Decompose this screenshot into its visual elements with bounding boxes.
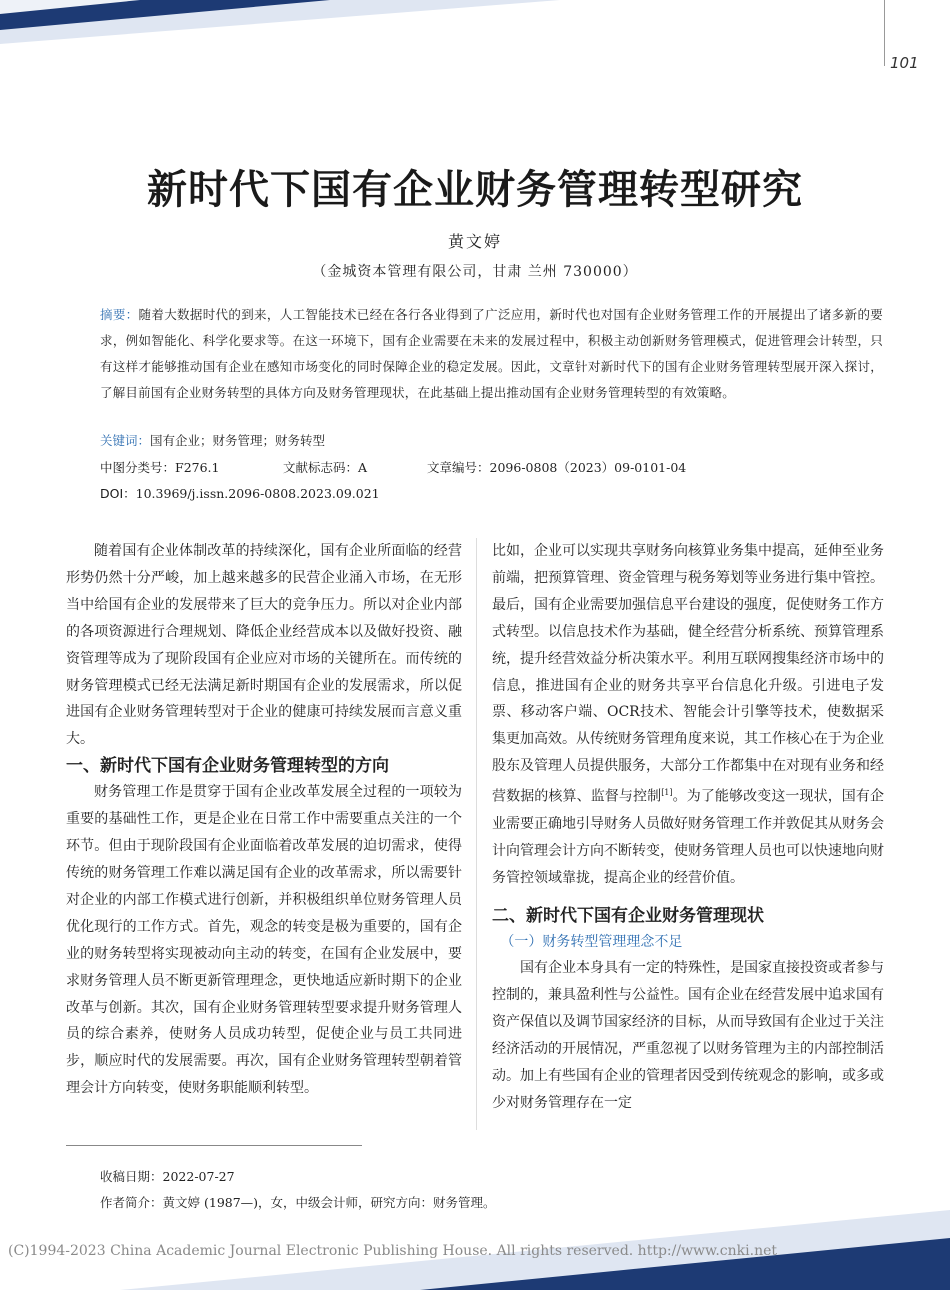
author-name: 黄文婷 — [447, 232, 502, 251]
bio-value: 黄文婷 (1987—)，女，中级会计师，研究方向：财务管理。 — [162, 1195, 496, 1210]
page-number-rule — [884, 0, 885, 66]
section1-paragraph: 财务管理工作是贯穿于国有企业改革发展全过程的一项较为重要的基础性工作，更是企业在日常工作中需要重点关注的一个环节。但由于现阶段国有企业面临着改革发展的迫切需求，使得传统的财务管理工作难以满足国有企业的改革需求，所以需要针对企业的内部工作模式进行创新，并积极组织单位财务管理人员优化现行的工作方式。首先，观念的转变是极为重要的，国有企业的财务转型将实现被动向主动的转变，在国有企业发展中，要求财务管理人员不断更新管理理念，更快地适应新时期下的企业改革与创新。其次，国有企业财务管理转型要求提升财务管理人员的综合素养，使财务人员成功转型，促使企业与员工共同进步，顺应时代的发展需要。再次，国有企业财务管理转型朝着管理会计方向转变，使财务职能顺利转型。 — [66, 784, 462, 1097]
section2-heading: 二、新时代下国有企业财务管理现状 — [492, 906, 764, 927]
received-value: 2022-07-27 — [162, 1169, 235, 1184]
section1-heading: 一、新时代下国有企业财务管理转型的方向 — [66, 756, 389, 777]
body-left-column — [66, 538, 462, 1102]
intro-paragraph: 随着国有企业体制改革的持续深化，国有企业所面临的经营形势仍然十分严峻，加上越来越多的民营企业涌入市场，在无形当中给国有企业的发展带来了巨大的竞争压力。所以对企业内部的各项资源进行合理规划、降低企业经营成本以及做好投资、融资管理等成为了现阶段国有企业应对市场的关键所在。而传统的财务管理模式已经无法满足新时期国有企业的发展需求，所以促进国有企业财务管理转型对于企业的健康可持续发展而言意义重大。 — [66, 543, 462, 748]
doi-value: 10.3969/j.issn.2096-0808.2023.09.021 — [135, 486, 380, 501]
article-number-label: 文章编号： — [427, 460, 490, 475]
doc-code-value: A — [358, 460, 368, 475]
classification-row — [100, 458, 219, 476]
copyright-notice: (C)1994-2023 China Academic Journal Electronic Publishing House. All rights reserved. http://www.cnki.net — [8, 1243, 778, 1259]
clc-label: 中图分类号： — [100, 460, 176, 475]
abstract — [100, 302, 883, 406]
abstract-label: 摘要： — [100, 307, 139, 322]
abstract-text: 随着大数据时代的到来，人工智能技术已经在各行各业得到了广泛应用，新时代也对国有企业财务管理工作的开展提出了诸多新的要求，例如智能化、科学化要求等。在这一环境下，国有企业需要在未来的发展过程中，积极主动创新财务管理模式，促进管理会计转型，只有这样才能够推动国有企业在感知市场变化的同时保障企业的稳定发展。因此，文章针对新时代下的国有企业财务管理转型展开深入探讨，了解目前国有企业财务转型的具体方向及财务管理现状，在此基础上提出推动国有企业财务管理转型的有效策略。 — [100, 307, 883, 400]
subsection1-paragraph: 国有企业本身具有一定的特殊性，是国家直接投资或者参与控制的，兼具盈利性与公益性。国有企业在经营发展中追求国有资产保值以及调节国家经济的目标，从而导致国有企业过于关注经济活动的开展情况，严重忽视了以财务管理为主的内部控制活动。加上有些国有企业的管理者因受到传统观念的影响，或多或少对财务管理存在一定 — [492, 960, 884, 1111]
article-number — [427, 458, 686, 476]
keywords — [100, 431, 325, 449]
document-code — [283, 458, 367, 476]
continued-text-part1: 比如，企业可以实现共享财务向核算业务集中提高，延伸至业务前端，把预算管理、资金管理与税务筹划等业务进行集中管控。最后，国有企业需要加强信息平台建设的强度，促使财务工作方式转型。以信息技术作为基础，健全经营分析系统、预算管理系统，提升经营效益分析决策水平。利用互联网搜集经济市场中的信息，推进国有企业的财务共享平台信息化升级。引进电子发票、移动客户端、OCR技术、智能会计引擎等技术，使数据采集更加高效。从传统财务管理角度来说，其工作核心在于为企业股东及管理人员提供服务，大部分工作都集中在对现有业务和经营数据的核算、监督与控制 — [492, 543, 884, 805]
continued-text-part2: 。为了能够改变这一现状，国有企业需要正确地引导财务人员做好财务管理工作并敦促其从财务会计向管理会计方向不断转变，使财务管理人员也可以快速地向财务管控领域靠拢，提高企业的经营价值。 — [492, 788, 885, 886]
page-number: 101 — [890, 54, 919, 72]
continued-paragraph — [492, 538, 884, 891]
footnote-received — [100, 1167, 235, 1185]
subsection1-heading: （一）财务转型管理理念不足 — [500, 934, 683, 951]
keywords-text: 国有企业；财务管理；财务转型 — [150, 433, 326, 448]
received-label: 收稿日期： — [100, 1169, 163, 1184]
bio-label: 作者简介： — [100, 1195, 163, 1210]
article-number-value: 2096-0808（2023）09-0101-04 — [489, 460, 687, 475]
body-right-column — [492, 538, 884, 1117]
doi — [100, 484, 380, 502]
author-affiliation: （金城资本管理有限公司，甘肃 兰州 730000） — [312, 264, 638, 280]
doc-code-label: 文献标志码： — [283, 460, 359, 475]
footnote-rule — [66, 1145, 362, 1146]
column-divider — [476, 538, 477, 1130]
reference-mark: [1] — [661, 788, 673, 798]
clc-value: F276.1 — [175, 460, 220, 475]
header-decoration — [0, 0, 560, 44]
article-title: 新时代下国有企业财务管理转型研究 — [147, 167, 803, 213]
keywords-label: 关键词： — [100, 433, 151, 448]
doi-label: DOI： — [100, 486, 136, 501]
